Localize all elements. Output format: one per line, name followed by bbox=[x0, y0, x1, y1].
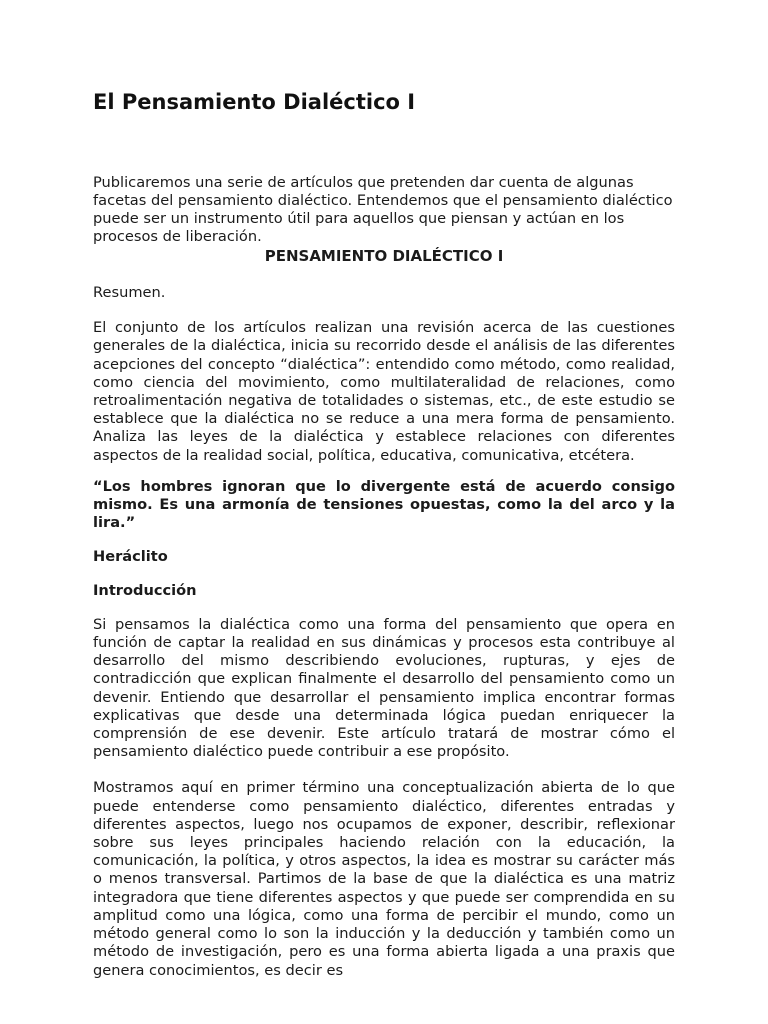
body-paragraph: Mostramos aquí en primer término una conceptualización abierta de lo que puede entenderse como pensamiento dialéctico, diferentes entradas y diferentes aspectos, luego nos ocupamos de exponer, describir, reflexionar sobre sus leyes principales haciendo relación con la educación, la comunicación, la política, y otros aspectos, la idea es mostrar su carácter más o menos transversal. Partimos de la base de que la dialéctica es una matriz integradora que tiene diferentes aspectos y que puede ser comprendida en su amplitud como una lógica, como una forma de percibir el mundo, como un método general como lo son la inducción y la deducción y también como un método de investigación, pero es una forma abierta ligada a una praxis que genera conocimientos, es decir es bbox=[93, 779, 675, 979]
section-heading: PENSAMIENTO DIALÉCTICO I bbox=[264, 247, 504, 265]
epigraph-quote: “Los hombres ignoran que lo divergente está de acuerdo consigo mismo. Es una armonía de tensiones opuestas, como la del arco y la lira.” bbox=[93, 477, 675, 532]
introduction-heading: Introducción bbox=[93, 581, 197, 599]
abstract-paragraph: El conjunto de los artículos realizan una revisión acerca de las cuestiones generales de la dialéctica, inicia su recorrido desde el análisis de las diferentes acepciones del concepto “dialéctica”: entendido como método, como realidad, como ciencia del movimiento, como multilateralidad de relaciones, como retroalimentación negativa de totalidades o sistemas, etc., de este estudio se establece que la dialéctica no se reduce a una mera forma de pensamiento. Analiza las leyes de la dialéctica y establece relaciones con diferentes aspectos de la realidad social, política, educativa, comunicativa, etcétera. bbox=[93, 319, 675, 464]
resumen-label: Resumen. bbox=[93, 284, 166, 301]
quote-author: Heráclito bbox=[93, 548, 168, 566]
body-paragraph: Si pensamos la dialéctica como una forma del pensamiento que opera en función de captar la realidad en sus dinámicas y procesos esta contribuye al desarrollo del mismo describiendo evoluciones, rupturas, y ejes de contradicción que explican finalmente el desarrollo del pensamiento como un devenir. Entiendo que desarrollar el pensamiento implica encontrar formas explicativas que desde una determinada lógica puedan enriquecer la comprensión de ese devenir. Este artículo tratará de mostrar cómo el pensamiento dialéctico puede contribuir a ese propósito. bbox=[93, 615, 675, 761]
article-body bbox=[93, 284, 675, 980]
intro-paragraph: Publicaremos una serie de artículos que pretenden dar cuenta de algunas facetas del pensamiento dialéctico. Entendemos que el pensamiento dialéctico puede ser un instrumento útil para aquellos que piensan y actúan en los procesos de liberación. bbox=[93, 174, 673, 245]
document-title: El Pensamiento Dialéctico I bbox=[93, 90, 416, 114]
